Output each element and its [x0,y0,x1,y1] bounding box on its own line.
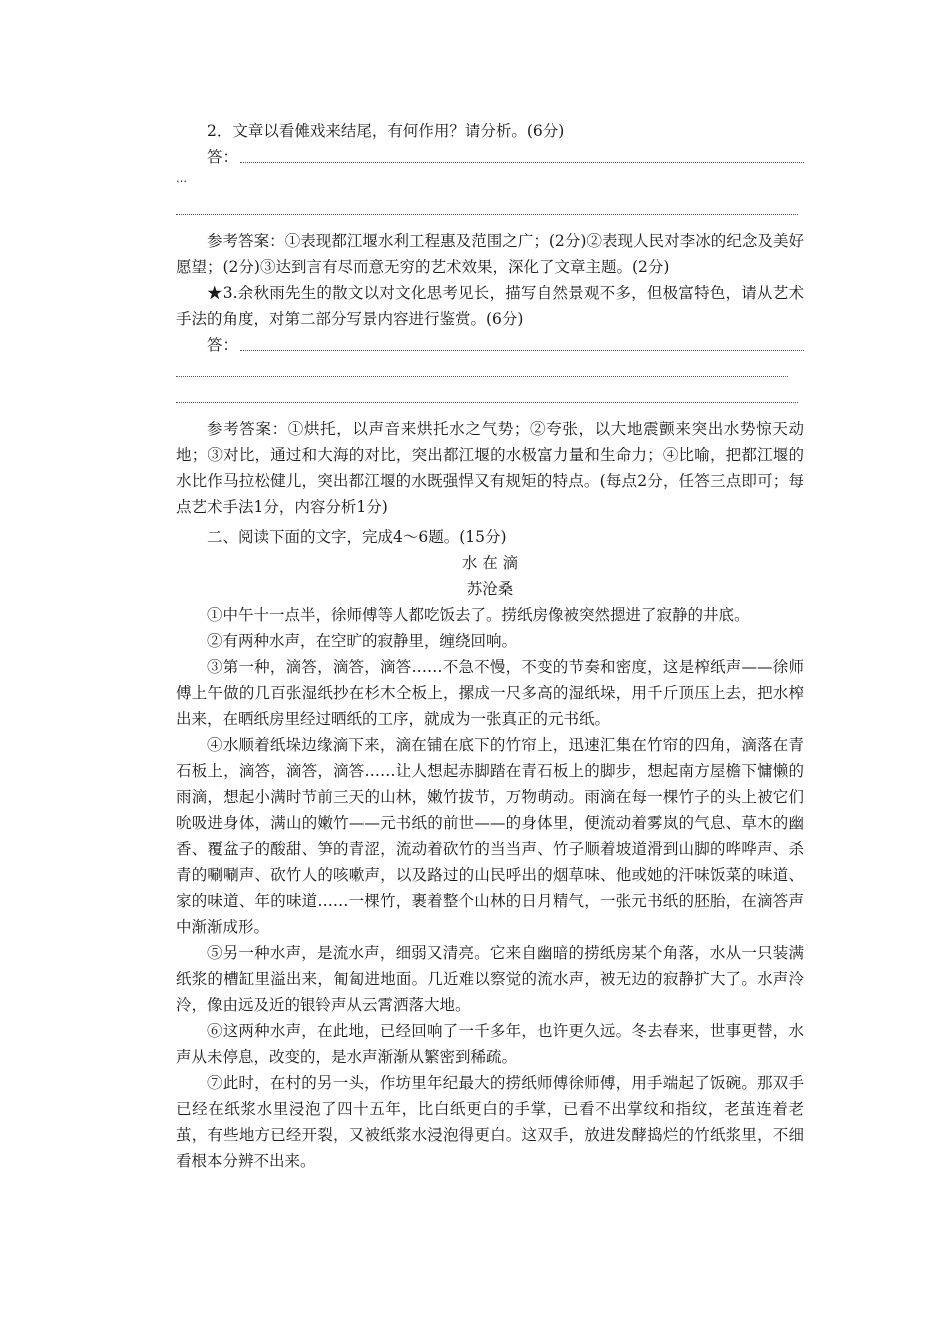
article-paragraph-2: ②有两种水声，在空旷的寂静里，缠绕回响。 [207,632,518,650]
article-paragraph-7: ⑦此时，在村的另一头，作坊里年纪最大的捞纸师傅徐师傅，用手端起了饭碗。那双手已经在纸浆水里浸泡了四十五年，比白纸更白的手掌，已看不出掌纹和指纹，老茧连着老茧，有些地方已经开裂，又被纸浆水浸泡得更白。这双手，放进发酵捣烂的竹纸浆里，不细看根本分辨不出来。 [176,1074,804,1170]
answer-rule [176,214,798,215]
q2-reference-answer: 参考答案：①表现都江堰水利工程惠及范围之广；(2分)②表现人民对李冰的纪念及美好愿望；(2分)③达到言有尽而意无穷的艺术效果，深化了文章主题。(2分) [176,232,804,276]
answer-rule [240,350,804,351]
article-paragraph-1: ①中午十一点半，徐师傅等人都吃饭去了。捞纸房像被突然摁进了寂静的井底。 [207,606,750,624]
q3-answer-line-3[interactable] [176,384,804,410]
article-paragraph-5: ⑤另一种水声，是流水声，细弱又清亮。它来自幽暗的捞纸房某个角落，水从一只装满纸浆的槽缸里溢出来，匍匐进地面。几近难以察觉的流水声，被无边的寂静扩大了。水声泠泠，像由远及近的银铃声从云霄洒落大地。 [176,944,804,1014]
q3-reference-answer: 参考答案：①烘托，以声音来烘托水之气势；②夸张，以大地震颤来突出水势惊天动地；③对比，通过和大海的对比，突出都江堰的水极富力量和生命力；④比喻，把都江堰的水比作马拉松健儿，突出都江堰的水既强悍又有规矩的特点。(每点2分，任答三点即可；每点艺术手法1分，内容分析1分) [176,420,804,516]
answer-rule [240,162,804,163]
answer-rule [176,402,798,403]
stray-mark: … [176,172,187,185]
q3-answer-line-1[interactable] [176,332,804,358]
q2-question: 2．文章以看傩戏来结尾，有何作用？请分析。(6分) [207,122,565,140]
article-paragraph-4: ④水顺着纸垛边缘滴下来，滴在铺在底下的竹帘上，迅速汇集在竹帘的四角，滴落在青石板上，滴答，滴答，滴答……让人想起赤脚踏在青石板上的脚步，想起南方屋檐下慵懒的雨滴，想起小满时节前三天的山林，嫩竹拔节，万物萌动。雨滴在每一棵竹子的头上被它们吮吸进身体，满山的嫩竹——元书纸的前世——的身体里，便流动着雾岚的气息、草木的幽香、覆盆子的酸甜、笋的青涩，流动着砍竹的当当声、竹子顺着坡道滑到山脚的哗哗声、杀青的唰唰声、砍竹人的咳嗽声，以及路过的山民呼出的烟草味、他或她的汗味饭菜的味道、家的味道、年的味道……一棵竹，裹着整个山林的日月精气，一张元书纸的胚胎，在滴答声中渐渐成形。 [176,736,804,936]
q3-answer-label: 答： [207,336,239,354]
article-paragraph-6: ⑥这两种水声，在此地，已经回响了一千多年，也许更久远。冬去春来，世事更替，水声从未停息，改变的，是水声渐渐从繁密到稀疏。 [176,1022,804,1066]
section2-instruction: 二、阅读下面的文字，完成4～6题。(15分) [207,528,507,546]
document-page [176,118,804,1174]
q2-answer-line-1[interactable] [176,144,804,170]
answer-rule [176,376,788,377]
q2-answer-label: 答： [207,148,239,166]
q3-answer-line-2[interactable] [176,358,804,384]
q2-answer-line-3[interactable] [176,196,804,222]
article-author: 苏沧桑 [466,580,514,598]
article-paragraph-3: ③第一种，滴答，滴答，滴答……不急不慢，不变的节奏和密度，这是榨纸声——徐师傅上午做的几百张湿纸抄在杉木仝板上，摞成一尺多高的湿纸垛，用千斤顶压上去，把水榨出来，在晒纸房里经过晒纸的工序，就成为一张真正的元书纸。 [176,658,804,728]
q2-answer-line-2[interactable] [176,170,804,196]
q3-question: ★3.余秋雨先生的散文以对文化思考见长，描写自然景观不多，但极富特色，请从艺术手法的角度，对第二部分写景内容进行鉴赏。(6分) [176,284,804,328]
article-title: 水 在 滴 [461,554,519,572]
